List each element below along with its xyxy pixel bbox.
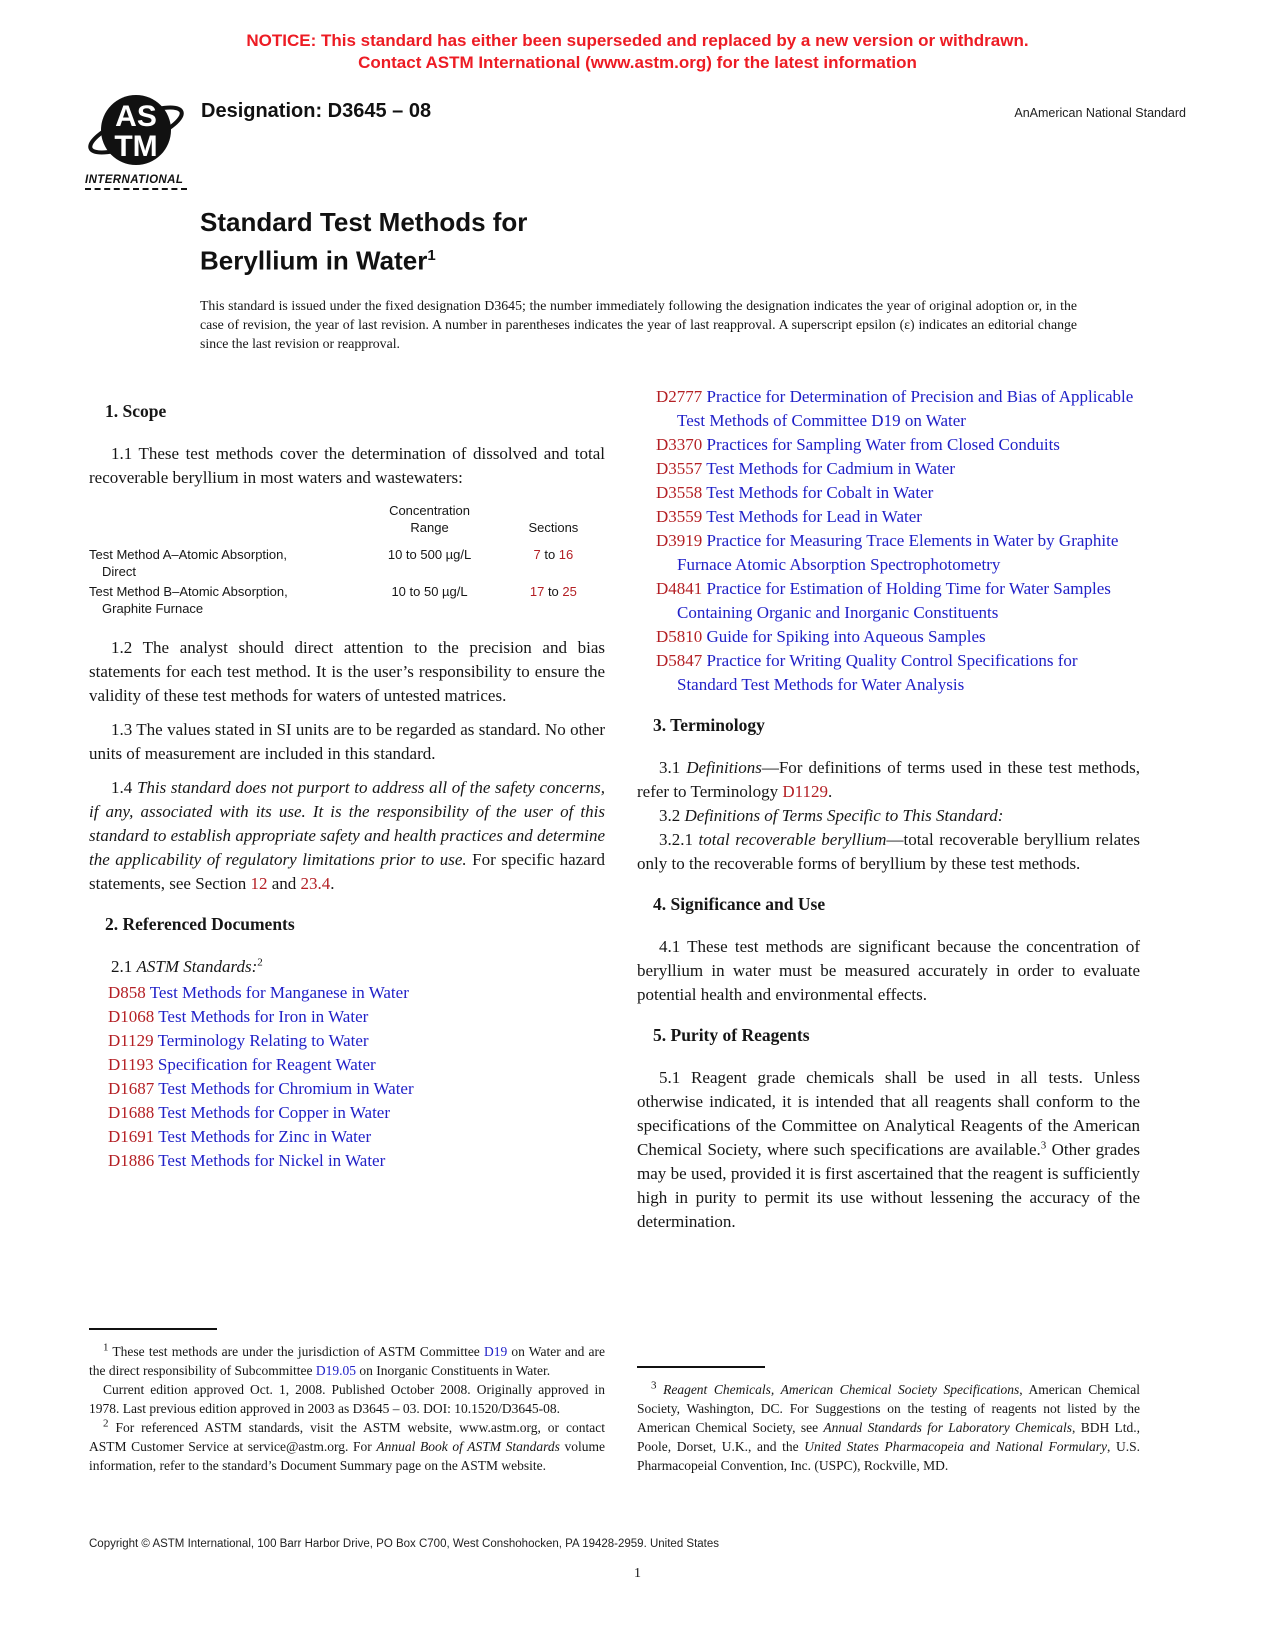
standard-ref-link[interactable]: D19 bbox=[483, 1344, 508, 1359]
footnote bbox=[89, 1418, 605, 1475]
text-run: 3.2 bbox=[659, 806, 685, 825]
referenced-standard bbox=[89, 1149, 605, 1173]
standard-designation-link[interactable]: D3558 bbox=[656, 483, 703, 502]
section-heading: 3. Terminology bbox=[653, 715, 765, 735]
referenced-standard bbox=[89, 1053, 605, 1077]
standard-designation-link[interactable]: D1129 bbox=[108, 1031, 154, 1050]
paragraph bbox=[637, 756, 1140, 804]
section-ref-link[interactable]: 12 bbox=[250, 874, 268, 893]
paragraph bbox=[637, 804, 1140, 828]
standard-ref-link[interactable]: D19.05 bbox=[315, 1363, 356, 1378]
text-run: and bbox=[267, 874, 301, 893]
italic-text: ASTM Standards: bbox=[136, 957, 258, 976]
column-header-concentration-range: Concentration Range bbox=[389, 503, 471, 535]
right-column bbox=[637, 383, 1140, 1475]
text-run: 4.1 These test methods are significant because the concentration of beryllium in water must be measured accurately in order to evaluate potential health and environmental effects. bbox=[637, 937, 1140, 1004]
standard-title-link[interactable]: Test Methods for Chromium in Water bbox=[154, 1079, 414, 1098]
section-ref-link[interactable]: 7 bbox=[533, 547, 541, 562]
standard-designation-link[interactable]: D858 bbox=[108, 983, 146, 1002]
footnote bbox=[89, 1342, 605, 1380]
superseded-notice bbox=[0, 30, 1275, 74]
standard-title-link[interactable]: Guide for Spiking into Aqueous Samples bbox=[702, 627, 986, 646]
standard-title-link[interactable]: Practices for Sampling Water from Closed Conduits bbox=[702, 435, 1060, 454]
standard-designation-link[interactable]: D5847 bbox=[656, 651, 703, 670]
standard-designation-link[interactable]: D2777 bbox=[656, 387, 703, 406]
referenced-standards-list bbox=[89, 981, 605, 1173]
standard-title-link[interactable]: Test Methods for Manganese in Water bbox=[145, 983, 409, 1002]
standard-designation-link[interactable]: D3919 bbox=[656, 531, 703, 550]
referenced-standard bbox=[637, 433, 1140, 457]
standard-title-link[interactable]: Test Methods for Iron in Water bbox=[154, 1007, 369, 1026]
standard-title-link[interactable]: Specification for Reagent Water bbox=[153, 1055, 376, 1074]
italic-text: Reagent Chemicals, American Chemical Society Specifications bbox=[663, 1382, 1020, 1397]
notice-line-2: Contact ASTM International (www.astm.org) for the latest information bbox=[358, 53, 917, 72]
referenced-standard bbox=[637, 625, 1140, 649]
standard-designation-link[interactable]: D1886 bbox=[108, 1151, 155, 1170]
two-column-body bbox=[89, 383, 1140, 1475]
text-run: 3.2.1 bbox=[659, 830, 699, 849]
left-column bbox=[89, 383, 605, 1475]
referenced-standard bbox=[89, 1101, 605, 1125]
italic-text: Definitions of Terms Specific to This Standard: bbox=[684, 806, 1004, 825]
referenced-standard bbox=[637, 385, 1140, 433]
referenced-standard bbox=[637, 529, 1140, 577]
referenced-standard bbox=[89, 981, 605, 1005]
referenced-standard bbox=[637, 649, 1140, 697]
referenced-standard bbox=[89, 1125, 605, 1149]
text-run: volume information, refer to the standard’s Document Summary page on the ASTM website. bbox=[89, 1439, 606, 1473]
text-run: on Inorganic Constituents in Water. bbox=[355, 1363, 551, 1378]
standard-designation-link[interactable]: D1687 bbox=[108, 1079, 155, 1098]
paragraph bbox=[89, 636, 605, 708]
referenced-standard bbox=[637, 505, 1140, 529]
text-run: , BDH Ltd., Poole, Dorset, U.K., and the bbox=[637, 1420, 1141, 1454]
section-heading: 2. Referenced Documents bbox=[105, 914, 295, 934]
standard-designation-link[interactable]: D4841 bbox=[656, 579, 703, 598]
text-run: —total recoverable beryllium relates only to the recoverable forms of beryllium by these test methods. bbox=[637, 830, 1141, 873]
empty-cell bbox=[89, 502, 357, 546]
standard-designation-link[interactable]: D1688 bbox=[108, 1103, 155, 1122]
referenced-standard bbox=[89, 1005, 605, 1029]
text-run: For specific hazard statements, see Section bbox=[89, 850, 605, 893]
standard-designation-link[interactable]: D3557 bbox=[656, 459, 703, 478]
standard-designation-link[interactable]: D5810 bbox=[656, 627, 703, 646]
text-run: , U.S. Pharmacopeial Convention, Inc. (USPC), Rockville, MD. bbox=[637, 1439, 1140, 1473]
sections-range bbox=[502, 583, 605, 620]
paragraph bbox=[637, 828, 1140, 876]
document-header bbox=[85, 86, 1186, 190]
paragraph bbox=[637, 1066, 1140, 1234]
svg-text:TM: TM bbox=[114, 130, 158, 163]
footnote bbox=[89, 1380, 605, 1418]
text-run: 1.2 The analyst should direct attention to the precision and bias statements for each test method. It is the user’s responsibility to ensure the validity of these test methods for waters of untested matrices. bbox=[89, 638, 605, 705]
issuance-abstract: This standard is issued under the fixed designation D3645; the number immediately following the designation indicates the year of original adoption or, in the case of revision, the year of last revision. A number in parentheses indicates the year of last reapproval. A superscript epsilon (ε) indicates an editorial change since the last revision or reapproval. bbox=[200, 297, 1077, 351]
footnotes-block bbox=[89, 1328, 605, 1475]
superscript-ref: 2 bbox=[257, 956, 263, 969]
footnote-separator bbox=[637, 1366, 765, 1368]
text-run: , American Chemical Society, Washington, DC. For Suggestions on the testing of reagents not listed by the American Chemical Society, see bbox=[637, 1382, 1140, 1435]
astm-globe-icon bbox=[85, 86, 187, 174]
text-run: 2.1 bbox=[111, 957, 137, 976]
section-heading: 4. Significance and Use bbox=[653, 894, 826, 914]
document-title bbox=[200, 206, 1186, 278]
text-run: to bbox=[540, 547, 559, 562]
standard-title-link[interactable]: Practice for Determination of Precision and Bias of Applicable Test Methods of Committee D19 on Water bbox=[677, 387, 1134, 430]
text-run: For referenced ASTM standards, visit the ASTM website, www.astm.org, or contact ASTM Customer Service at service@astm.org. For bbox=[89, 1420, 605, 1454]
test-method-name: Test Method A–Atomic Absorption, Direct bbox=[89, 547, 287, 579]
spacer bbox=[89, 1173, 605, 1320]
paragraph bbox=[89, 776, 605, 896]
scope-table bbox=[89, 502, 605, 620]
referenced-standard bbox=[637, 577, 1140, 625]
designation-label: Designation: D3645 – 08 bbox=[201, 100, 432, 122]
standard-title-link[interactable]: Terminology Relating to Water bbox=[153, 1031, 369, 1050]
document-title-line-2: Beryllium in Water$^1$ bbox=[200, 245, 436, 276]
footnote bbox=[637, 1380, 1140, 1475]
standard-title-link[interactable]: Practice for Measuring Trace Elements in Water by Graphite Furnace Atomic Absorption Spectrophotometry bbox=[677, 531, 1119, 574]
copyright-line: Copyright © ASTM International, 100 Barr Harbor Drive, PO Box C700, West Conshohocken, PA 19428-2959. United States bbox=[89, 1538, 720, 1550]
standard-designation-link[interactable]: D1193 bbox=[108, 1055, 154, 1074]
italic-text: Annual Standards for Laboratory Chemicals bbox=[823, 1420, 1073, 1435]
referenced-standard bbox=[637, 457, 1140, 481]
text-run: 5.1 Reagent grade chemicals shall be used in all tests. Unless otherwise indicated, it is intended that all reagents shall conform to the specifications of the Committee on Analytical Reagents of the American Chemical Society, where such specifications are available. bbox=[637, 1068, 1140, 1159]
paragraph bbox=[89, 955, 605, 979]
astm-logo bbox=[85, 86, 187, 190]
italic-text: Annual Book of ASTM Standards bbox=[376, 1439, 560, 1454]
section-heading: 1. Scope bbox=[105, 401, 167, 421]
test-method-name: Test Method B–Atomic Absorption, Graphite Furnace bbox=[89, 584, 288, 616]
standard-title-link[interactable]: Test Methods for Copper in Water bbox=[154, 1103, 390, 1122]
text-run: to bbox=[544, 584, 563, 599]
standard-designation-link[interactable]: D3559 bbox=[656, 507, 703, 526]
document-title-line-1: Standard Test Methods for bbox=[200, 207, 528, 237]
standard-designation-link[interactable]: D1691 bbox=[108, 1127, 155, 1146]
italic-text: Definitions bbox=[686, 758, 762, 777]
standard-title-link[interactable]: Test Methods for Cobalt in Water bbox=[702, 483, 934, 502]
footnote-separator bbox=[89, 1328, 217, 1330]
section-ref-link[interactable]: 16 bbox=[558, 547, 574, 562]
section-heading: 5. Purity of Reagents bbox=[653, 1025, 810, 1045]
superscript-ref: 2 bbox=[103, 1417, 109, 1430]
concentration-range-value: 10 to 50 µg/L bbox=[391, 584, 468, 599]
spacer bbox=[637, 1234, 1140, 1358]
text-run: Current edition approved Oct. 1, 2008. Published October 2008. Originally approved in 1978. Last previous edition approved in 2003 as D3645 – 03. DOI: 10.1520/D3645-08. bbox=[89, 1382, 605, 1416]
text-run: Other grades may be used, provided it is first ascertained that the reagent is sufficiently high in purity to permit its use without lessening the accuracy of the determination. bbox=[637, 1140, 1140, 1231]
sections-range bbox=[502, 546, 605, 583]
standard-title-link[interactable]: Practice for Writing Quality Control Specifications for Standard Test Methods for Water Analysis bbox=[677, 651, 1078, 694]
section-ref-link[interactable]: D1129 bbox=[782, 782, 828, 801]
italic-text: total recoverable beryllium bbox=[698, 830, 887, 849]
text-run: 1.3 The values stated in SI units are to be regarded as standard. No other units of measurement are included in this standard. bbox=[89, 720, 605, 763]
standard-title-link[interactable]: Test Methods for Cadmium in Water bbox=[702, 459, 956, 478]
text-run: These test methods are under the jurisdiction of ASTM Committee bbox=[108, 1344, 484, 1359]
astm-logo-international-label: INTERNATIONAL bbox=[85, 174, 187, 190]
italic-text: This standard does not purport to address all of the safety concerns, if any, associated with its use. It is the responsibility of the user of this standard to establish appropriate safety and health practices and determine the applicability of regulatory limitations prior to use. bbox=[89, 778, 606, 869]
section-ref-link[interactable]: 23.4 bbox=[300, 874, 331, 893]
text-run: . bbox=[330, 874, 335, 893]
footnotes-block bbox=[637, 1366, 1140, 1475]
text-run: 1.1 These test methods cover the determination of dissolved and total recoverable beryllium in most waters and wastewaters: bbox=[89, 444, 605, 487]
text-run: on Water and are the direct responsibility of Subcommittee bbox=[89, 1344, 605, 1378]
text-run: 1.4 bbox=[111, 778, 137, 797]
notice-line-1: NOTICE: This standard has either been superseded and replaced by a new version or withdrawn. bbox=[246, 31, 1029, 50]
national-standard-label: AnAmerican National Standard bbox=[1014, 106, 1186, 120]
standard-designation-link[interactable]: D3370 bbox=[656, 435, 703, 454]
paragraph bbox=[637, 935, 1140, 1007]
page-number: 1 bbox=[634, 1566, 641, 1581]
concentration-range-value: 10 to 500 µg/L bbox=[387, 547, 472, 562]
standard-title-link[interactable]: Practice for Estimation of Holding Time for Water Samples Containing Organic and Inorganic Constituents bbox=[677, 579, 1111, 622]
section-ref-link[interactable]: 25 bbox=[562, 584, 577, 599]
referenced-standard bbox=[89, 1029, 605, 1053]
referenced-standard bbox=[637, 481, 1140, 505]
superscript-ref: 3 bbox=[651, 1379, 657, 1392]
paragraph bbox=[89, 718, 605, 766]
text-run: . bbox=[827, 782, 833, 801]
italic-text: United States Pharmacopeia and National Formulary bbox=[804, 1439, 1107, 1454]
referenced-standards-list bbox=[637, 385, 1140, 697]
paragraph bbox=[89, 442, 605, 490]
standard-title-link[interactable]: Test Methods for Nickel in Water bbox=[154, 1151, 386, 1170]
referenced-standard bbox=[89, 1077, 605, 1101]
title-footnote-ref: 1 bbox=[427, 247, 436, 264]
standard-title-link[interactable]: Test Methods for Lead in Water bbox=[702, 507, 922, 526]
superscript-ref: 3 bbox=[1040, 1139, 1047, 1152]
superscript-ref: 1 bbox=[103, 1341, 109, 1354]
svg-text:AS: AS bbox=[115, 100, 157, 133]
section-ref-link[interactable]: 17 bbox=[529, 584, 545, 599]
text-run: —For definitions of terms used in these test methods, refer to Terminology bbox=[637, 758, 1140, 801]
standard-title-link[interactable]: Test Methods for Zinc in Water bbox=[154, 1127, 372, 1146]
column-header-sections: Sections bbox=[528, 520, 579, 535]
standard-designation-link[interactable]: D1068 bbox=[108, 1007, 155, 1026]
text-run: 3.1 bbox=[659, 758, 687, 777]
